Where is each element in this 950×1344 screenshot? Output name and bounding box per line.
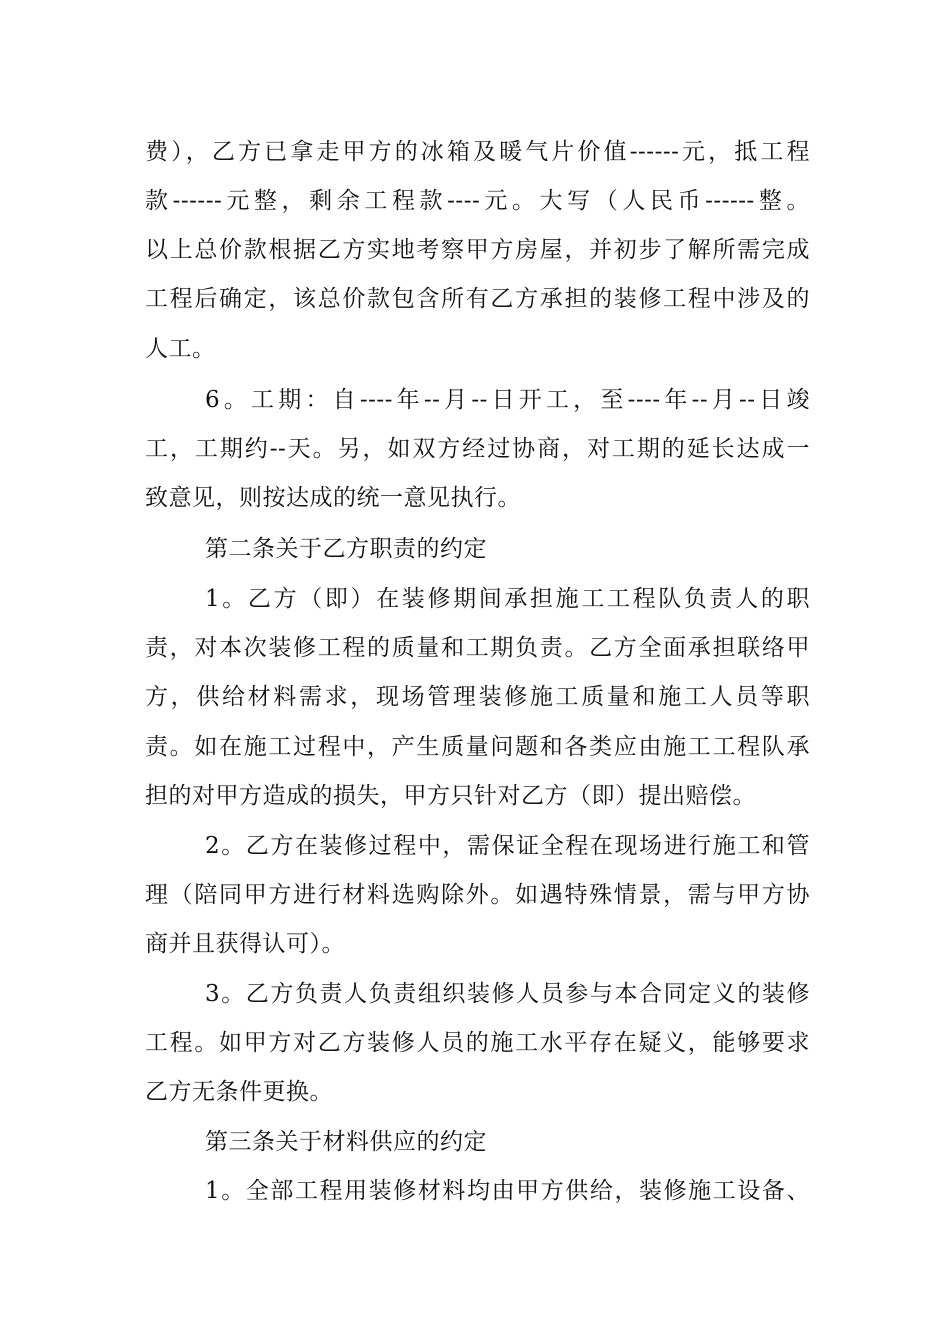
- paragraph-line: 担的对甲方造成的损失，甲方只针对乙方（即）提出赔偿。: [145, 783, 756, 809]
- paragraph-line: 工程后确定，该总价款包含所有乙方承担的装修工程中涉及的: [145, 286, 810, 312]
- section-heading: 第三条关于材料供应的约定: [205, 1129, 487, 1155]
- paragraph-line: 6。工期：自----年--月--日开工，至----年--月--日竣: [205, 387, 810, 413]
- paragraph-line: 致意见，则按达成的统一意见执行。: [145, 485, 521, 511]
- paragraph-line: 工，工期约--天。另，如双方经过协商，对工期的延长达成一: [145, 436, 810, 462]
- paragraph-line: 2。乙方在装修过程中，需保证全程在现场进行施工和管: [205, 833, 810, 859]
- paragraph-line: 责，对本次装修工程的质量和工期负责。乙方全面承担联络甲: [145, 635, 810, 661]
- section-heading: 第二条关于乙方职责的约定: [205, 536, 487, 562]
- paragraph-line: 乙方无条件更换。: [145, 1079, 333, 1105]
- paragraph-line: 方，供给材料需求，现场管理装修施工质量和施工人员等职: [145, 684, 810, 710]
- paragraph-line: 责。如在施工过程中，产生质量问题和各类应由施工工程队承: [145, 734, 810, 760]
- paragraph-line: 人工。: [145, 336, 216, 362]
- paragraph-line: 以上总价款根据乙方实地考察甲方房屋，并初步了解所需完成: [145, 237, 810, 263]
- paragraph-line: 款------元整，剩余工程款----元。大写（人民币------整。: [145, 188, 810, 214]
- paragraph-line: 理（陪同甲方进行材料选购除外。如遇特殊情景，需与甲方协: [145, 882, 810, 908]
- paragraph-line: 1。乙方（即）在装修期间承担施工工程队负责人的职: [205, 586, 810, 612]
- paragraph-line: 1。全部工程用装修材料均由甲方供给，装修施工设备、: [205, 1178, 810, 1204]
- paragraph-line: 3。乙方负责人负责组织装修人员参与本合同定义的装修: [205, 981, 810, 1007]
- paragraph-line: 商并且获得认可）。: [145, 931, 345, 957]
- paragraph-line: 工程。如甲方对乙方装修人员的施工水平存在疑义，能够要求: [145, 1030, 810, 1056]
- paragraph-line: 费），乙方已拿走甲方的冰箱及暖气片价值------元，抵工程: [145, 139, 810, 165]
